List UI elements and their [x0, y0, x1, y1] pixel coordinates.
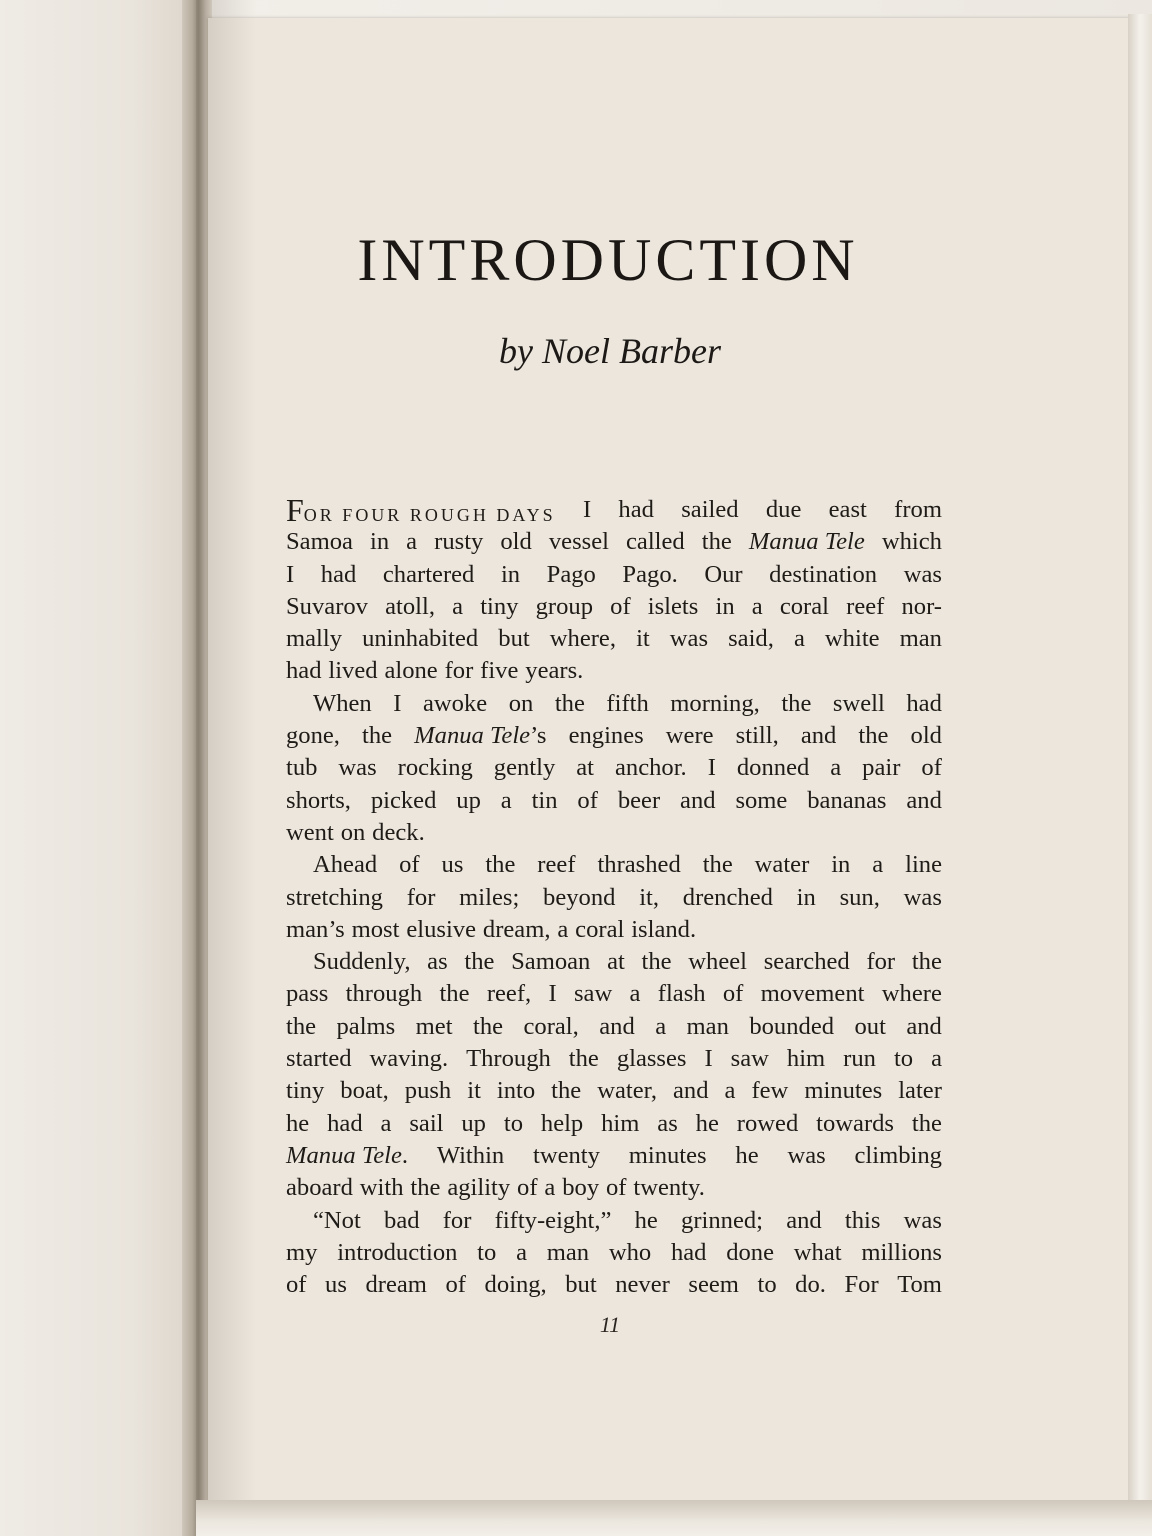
word: tub — [286, 754, 318, 782]
word: Pago. — [622, 560, 678, 588]
text-line — [286, 914, 942, 946]
word: from — [894, 496, 942, 523]
word: Suddenly, — [313, 948, 411, 976]
word: atoll, — [385, 592, 435, 620]
drop-cap: F — [286, 492, 304, 528]
word: bounded — [749, 1012, 835, 1040]
word: fifty-eight,” — [494, 1206, 612, 1234]
word: engines — [568, 722, 644, 750]
word: started — [286, 1045, 352, 1073]
word: I — [286, 560, 295, 588]
small-caps-lead: OR FOUR ROUGH DAYS — [303, 505, 556, 525]
word: five — [480, 657, 519, 685]
word: as — [657, 1109, 678, 1137]
word: was — [338, 754, 377, 782]
text-line — [286, 1172, 942, 1204]
word: said, — [728, 625, 774, 653]
page-number: 11 — [599, 1312, 621, 1337]
word: a — [793, 625, 805, 653]
word: do. — [795, 1271, 826, 1299]
text-line — [286, 720, 942, 752]
word: mally — [286, 625, 343, 653]
word: minutes — [804, 1077, 883, 1105]
word: gently — [493, 754, 556, 782]
word: dream — [365, 1271, 427, 1299]
word: tin — [531, 786, 558, 814]
word: a — [557, 915, 569, 943]
word: group — [535, 592, 593, 620]
word: had — [327, 1109, 363, 1137]
text-line — [286, 494, 942, 526]
word: the — [701, 528, 732, 556]
text-line — [286, 526, 942, 558]
word: I — [393, 689, 402, 717]
word: coral — [575, 915, 625, 943]
word: later — [898, 1077, 942, 1105]
word: was — [903, 560, 942, 588]
word: man — [899, 625, 942, 653]
chapter-title: INTRODUCTION — [357, 227, 859, 293]
word: sailed — [681, 496, 739, 523]
ship-name: Manua Tele — [414, 722, 531, 750]
word: boy — [562, 1174, 600, 1202]
word: was — [903, 1206, 942, 1234]
word: coral, — [523, 1012, 579, 1040]
word: where, — [549, 625, 616, 653]
word: waving. — [369, 1045, 449, 1073]
word: still, — [735, 722, 779, 750]
text-line — [286, 559, 942, 591]
word: the — [911, 948, 942, 976]
text-line — [286, 1075, 942, 1107]
word: but — [565, 1271, 597, 1299]
word: a — [544, 1174, 556, 1202]
word: what — [793, 1238, 842, 1266]
word: flash — [657, 980, 706, 1008]
word: for — [442, 1206, 472, 1234]
word: he — [634, 1206, 658, 1234]
text-line — [286, 882, 942, 914]
text-line — [286, 623, 942, 655]
word: this — [844, 1206, 881, 1234]
word: and — [906, 1012, 942, 1040]
word: few — [751, 1077, 789, 1105]
word: had — [320, 560, 357, 588]
word: years. — [525, 657, 584, 685]
ship-name: Manua Tele — [286, 1141, 402, 1169]
word: water — [754, 851, 810, 879]
word: which — [881, 528, 942, 556]
word: aboard — [286, 1174, 353, 1202]
word: reef — [846, 592, 885, 620]
word: and — [800, 722, 837, 750]
word: was — [787, 1141, 826, 1169]
word: I — [548, 980, 557, 1008]
word: to — [757, 1271, 777, 1299]
word: a — [830, 754, 842, 782]
word: the — [568, 1045, 599, 1073]
word: drenched — [682, 883, 773, 911]
word: elusive — [406, 915, 477, 943]
word: rowed — [736, 1109, 799, 1137]
word: man’s — [286, 915, 345, 943]
word: miles; — [459, 883, 520, 911]
word: help — [540, 1109, 584, 1137]
word: on — [508, 689, 534, 717]
word: white — [824, 625, 880, 653]
word: a — [724, 1077, 736, 1105]
word: him — [786, 1045, 826, 1073]
word: were — [665, 722, 714, 750]
text-line — [286, 591, 942, 623]
word: the — [702, 851, 733, 879]
word: anchor. — [614, 754, 687, 782]
word: but — [498, 625, 530, 653]
word: fifth — [606, 689, 649, 717]
text-line — [286, 785, 942, 817]
word: rusty — [434, 528, 484, 556]
word: on — [340, 818, 366, 846]
text-line — [286, 1205, 942, 1237]
text-line — [286, 1140, 942, 1172]
word: searched — [763, 948, 850, 976]
opening-words — [286, 494, 556, 526]
text-line — [286, 946, 942, 978]
word: beyond — [543, 883, 616, 911]
word: Suvarov — [286, 592, 368, 620]
page-edge — [1128, 14, 1152, 1514]
word: coral — [779, 592, 829, 620]
word: of — [605, 1174, 627, 1202]
word: gone, — [286, 722, 340, 750]
word: of — [577, 786, 598, 814]
word: Within — [436, 1141, 505, 1169]
word: had — [670, 1238, 707, 1266]
word: of — [399, 851, 420, 879]
ship-name-possessive — [414, 720, 546, 752]
period: . — [401, 1141, 409, 1169]
word: was — [903, 883, 942, 911]
word: movement — [760, 980, 865, 1008]
word: of — [921, 754, 942, 782]
word: tiny — [286, 1077, 325, 1105]
word: of — [610, 592, 631, 620]
text-line — [286, 1108, 942, 1140]
word: had — [906, 689, 942, 717]
word: a — [452, 592, 464, 620]
word: of — [445, 1271, 466, 1299]
word: lived — [328, 657, 378, 685]
word: Samoa — [286, 528, 353, 556]
text-line — [286, 752, 942, 784]
word: chartered — [382, 560, 475, 588]
word: millions — [861, 1238, 942, 1266]
word: in — [796, 883, 816, 911]
word: a — [655, 1012, 667, 1040]
text-line — [286, 817, 942, 849]
word: picked — [370, 786, 437, 814]
word: old — [910, 722, 942, 750]
word: the — [410, 1174, 441, 1202]
word: the — [464, 948, 495, 976]
word: up — [461, 1109, 486, 1137]
word: the — [554, 689, 585, 717]
word: it, — [639, 883, 660, 911]
word: boat, — [340, 1077, 389, 1105]
word: sail — [409, 1109, 444, 1137]
word: Tom — [897, 1271, 942, 1299]
word: to — [893, 1045, 914, 1073]
word: alone — [384, 657, 438, 685]
word: line — [905, 851, 942, 879]
word: to — [503, 1109, 523, 1137]
word: minutes — [628, 1141, 707, 1169]
word: us — [325, 1271, 347, 1299]
word: went — [286, 818, 334, 846]
word: wheel — [688, 948, 747, 976]
word: man — [686, 1012, 729, 1040]
word: where — [881, 980, 942, 1008]
word: and — [906, 786, 942, 814]
word: the — [485, 851, 516, 879]
word: reef — [537, 851, 576, 879]
word: out — [854, 1012, 886, 1040]
text-line — [286, 1011, 942, 1043]
word: him — [601, 1109, 640, 1137]
word: I — [707, 754, 716, 782]
word: doing, — [484, 1271, 547, 1299]
word: push — [404, 1077, 452, 1105]
word: island. — [631, 915, 697, 943]
word: swell — [832, 689, 885, 717]
word: bad — [384, 1206, 420, 1234]
word: through — [345, 980, 423, 1008]
word: Samoan — [511, 948, 591, 976]
word: the — [911, 1109, 942, 1137]
word: bananas — [807, 786, 887, 814]
word: most — [351, 915, 400, 943]
word: rocking — [397, 754, 473, 782]
word: a — [872, 851, 884, 879]
word: water, — [597, 1077, 657, 1105]
word: us — [441, 851, 464, 879]
text-line — [286, 1237, 942, 1269]
word: saw — [730, 1045, 769, 1073]
word: Through — [466, 1045, 551, 1073]
word: he — [735, 1141, 759, 1169]
word: glasses — [616, 1045, 687, 1073]
word: a — [629, 980, 641, 1008]
word: up — [456, 786, 481, 814]
word: had — [618, 496, 654, 523]
word: who — [608, 1238, 652, 1266]
word: Ahead — [313, 851, 378, 879]
word: the — [858, 722, 889, 750]
word: dream, — [482, 915, 551, 943]
word: morning, — [670, 689, 760, 717]
word: grinned; — [681, 1206, 763, 1234]
word: tiny — [480, 592, 519, 620]
word: some — [735, 786, 788, 814]
word: in — [831, 851, 851, 879]
word: for — [444, 657, 474, 685]
word: a — [500, 786, 512, 814]
word: palms — [336, 1012, 396, 1040]
word: thrashed — [597, 851, 681, 879]
word: a — [406, 528, 418, 556]
word: When — [313, 689, 372, 717]
word: met — [415, 1012, 453, 1040]
word: deck. — [372, 818, 425, 846]
word: the — [473, 1012, 504, 1040]
text-line — [286, 1269, 942, 1301]
ship-name: Manua Tele — [748, 528, 865, 556]
word: for — [406, 883, 436, 911]
word: in — [715, 592, 735, 620]
word: called — [626, 528, 685, 556]
word: nor- — [901, 592, 942, 620]
word: of — [286, 1271, 307, 1299]
word: a — [751, 592, 763, 620]
word: twenty. — [633, 1174, 705, 1202]
word: “Not — [313, 1206, 361, 1234]
word: of — [722, 980, 744, 1008]
word: twenty — [533, 1141, 600, 1169]
word: the — [439, 980, 470, 1008]
word: he — [695, 1109, 719, 1137]
word: with — [359, 1174, 404, 1202]
text-line — [286, 1043, 942, 1075]
word: and — [680, 786, 716, 814]
word: stretching — [286, 883, 383, 911]
word: I — [704, 1045, 713, 1073]
word: in — [500, 560, 521, 588]
word: and — [786, 1206, 822, 1234]
word: saw — [573, 980, 613, 1008]
word: the — [781, 689, 812, 717]
word: he — [286, 1109, 310, 1137]
text-line — [286, 655, 942, 687]
word: the — [551, 1077, 582, 1105]
word: my — [286, 1238, 318, 1266]
word: to — [477, 1238, 497, 1266]
word: east — [828, 496, 867, 523]
word: at — [607, 948, 625, 976]
word: Pago — [546, 560, 596, 588]
word: pass — [286, 980, 329, 1008]
byline: by Noel Barber — [499, 331, 721, 371]
possessive-suffix: ’s — [530, 722, 547, 750]
word: due — [765, 496, 802, 523]
text-line — [286, 688, 942, 720]
word: islets — [647, 592, 699, 620]
word: agility — [447, 1174, 511, 1202]
word: the — [362, 722, 393, 750]
word: pair — [862, 754, 901, 782]
word: Our — [704, 560, 743, 588]
word: it — [467, 1077, 481, 1105]
word: into — [496, 1077, 536, 1105]
word: awoke — [423, 689, 488, 717]
word: and — [673, 1077, 709, 1105]
word: introduction — [337, 1238, 458, 1266]
text-line — [286, 849, 942, 881]
ship-name-with-period — [286, 1140, 408, 1172]
word: of — [517, 1174, 538, 1202]
word: beer — [617, 786, 661, 814]
body-text — [286, 494, 942, 1301]
word: uninhabited — [362, 625, 479, 653]
word: shorts, — [286, 786, 351, 814]
word: man — [546, 1238, 590, 1266]
word: climbing — [854, 1141, 942, 1169]
word: a — [931, 1045, 942, 1073]
word: donned — [736, 754, 810, 782]
word: as — [427, 948, 448, 976]
word: had — [286, 657, 322, 685]
word: vessel — [548, 528, 609, 556]
text-line — [286, 978, 942, 1010]
word: reef, — [486, 980, 532, 1008]
word: towards — [816, 1109, 895, 1137]
word: in — [369, 528, 390, 556]
word: seem — [688, 1271, 739, 1299]
word: never — [615, 1271, 670, 1299]
word: For — [844, 1271, 879, 1299]
word: was — [669, 625, 709, 653]
word: the — [641, 948, 672, 976]
word: I — [582, 496, 592, 523]
word: at — [576, 754, 594, 782]
word: run — [843, 1045, 876, 1073]
word: done — [726, 1238, 775, 1266]
word: sun, — [839, 883, 880, 911]
bottom-page-edge — [196, 1500, 1152, 1536]
word: and — [599, 1012, 635, 1040]
word: for — [866, 948, 896, 976]
word: it — [636, 625, 650, 653]
word: the — [286, 1012, 317, 1040]
left-page — [0, 0, 190, 1536]
word: a — [516, 1238, 527, 1266]
word: a — [380, 1109, 392, 1137]
word: destination — [769, 560, 878, 588]
word: old — [500, 528, 532, 556]
